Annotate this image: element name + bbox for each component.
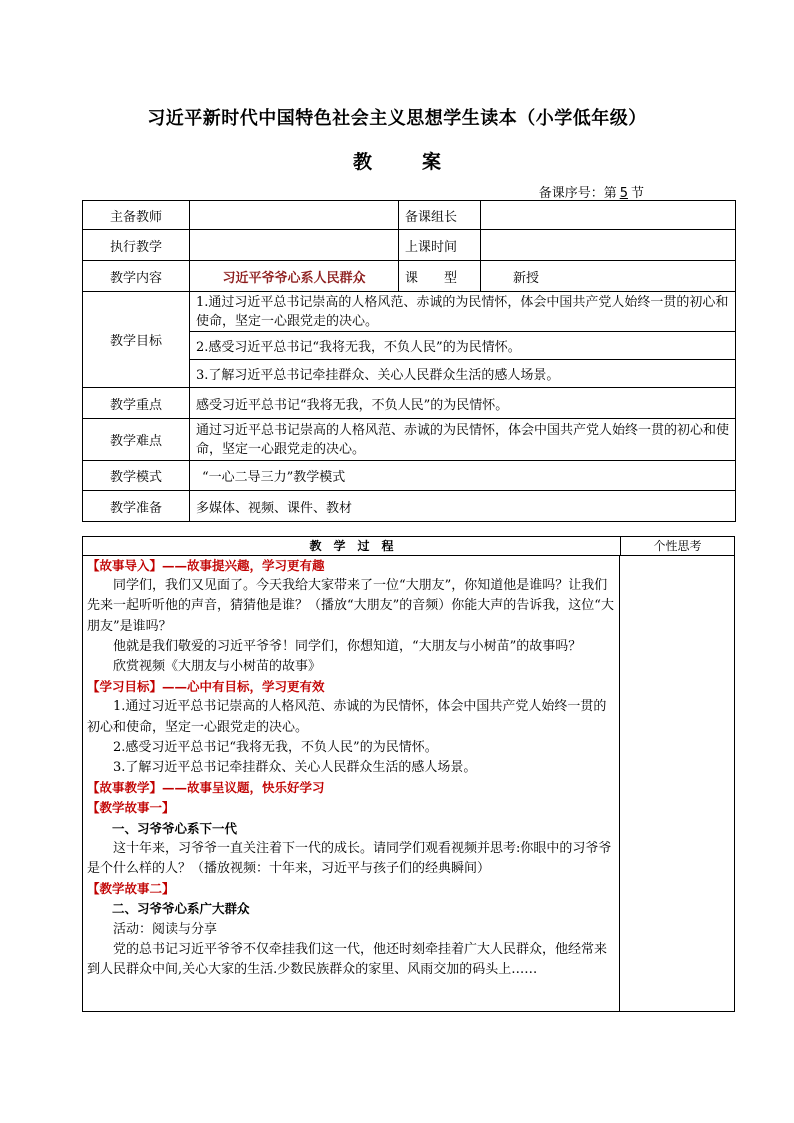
subtitle-char-2: 案 — [422, 151, 442, 173]
section-story-teaching: 【故事教学】——故事呈议题，快乐好学习 — [87, 780, 325, 796]
process-paragraph: 欣赏视频《大朋友与小树苗的故事》 — [113, 659, 322, 675]
process-goal-item: 3.了解习近平总书记牵挂群众、关心人民群众生活的感人场景。 — [113, 760, 477, 776]
goal-item-3: 3.了解习近平总书记牵挂群众、关心人民群众生活的感人场景。 — [190, 360, 736, 388]
process-paragraph: 活动：阅读与分享 — [113, 921, 218, 937]
lesson-type-label: 课 型 — [399, 261, 481, 292]
prep-label: 教学准备 — [83, 491, 190, 522]
group-leader-field[interactable] — [481, 201, 736, 230]
story-one-heading: 一、习爷爷心系下一代 — [112, 820, 238, 836]
difficulty-value: 通过习近平总书记崇高的人格风范、赤诚的为民情怀，体会中国共产党人始终一贯的初心和使命，坚定一心跟党走的决心。 — [190, 419, 736, 461]
group-leader-label: 备课组长 — [399, 201, 481, 230]
story-two-heading: 二、习爷爷心系广大群众 — [112, 901, 250, 917]
teaching-process-table — [82, 536, 735, 1012]
prep-value: 多媒体、视频、课件、教材 — [190, 491, 736, 522]
section-learning-goals: 【学习目标】——心中有目标，学习更有效 — [87, 679, 325, 695]
process-header-main: 教 学 过 程 — [83, 537, 621, 555]
class-time-label: 上课时间 — [399, 230, 481, 261]
section-story-intro: 【故事导入】——故事提兴趣，学习更有趣 — [87, 558, 325, 573]
goal-item-2: 2.感受习近平总书记“我将无我，不负人民”的为民情怀。 — [190, 332, 736, 360]
main-teacher-label: 主备教师 — [83, 201, 190, 230]
goal-item-1: 1.通过习近平总书记崇高的人格风范、赤诚的为民情怀，体会中国共产党人始终一贯的初心和使命，坚定一心跟党走的决心。 — [190, 292, 736, 332]
serial-number: 5 — [619, 186, 628, 201]
section-story-one: 【教学故事一】 — [87, 800, 175, 816]
process-header-side: 个性思考 — [653, 539, 702, 553]
class-time-field[interactable] — [481, 230, 736, 261]
exec-teaching-label: 执行教学 — [83, 230, 190, 261]
main-teacher-field[interactable] — [190, 201, 399, 230]
process-goal-item: 2.感受习近平总书记“我将无我，不负人民”的为民情怀。 — [113, 739, 438, 755]
exec-teaching-field[interactable] — [190, 230, 399, 261]
section-story-two: 【教学故事二】 — [87, 881, 175, 897]
process-paragraph: 他就是我们敬爱的习近平爷爷！同学们，你想知道，“大朋友与小树苗”的故事吗？ — [113, 638, 582, 654]
document-subtitle — [0, 147, 794, 174]
process-header — [83, 537, 734, 556]
mode-value: “一心二导三力”教学模式 — [190, 461, 736, 491]
process-paragraph: 这十年来，习爷爷一直关注着下一代的成长。请同学们观看视频并思考:你眼中的习爷爷是个什么样的人？（播放视频：十年来，习近平与孩子们的经典瞬间） — [87, 840, 612, 877]
process-paragraph: 党的总书记习近平爷爷不仅牵挂我们这一代，他还时刻牵挂着广大人民群众，他经常来到人民群众中间,关心大家的生活.少数民族群众的家里、风雨交加的码头上…… — [87, 941, 608, 978]
lesson-serial: 备课序号：第 5 节 — [538, 186, 644, 201]
document-title: 习近平新时代中国特色社会主义思想学生读本（小学低年级） — [147, 108, 647, 129]
difficulty-label: 教学难点 — [83, 419, 190, 461]
key-point-label: 教学重点 — [83, 388, 190, 419]
process-goal-item: 1.通过习近平总书记崇高的人格风范、赤诚的为民情怀，体会中国共产党人始终一贯的初心和使命，坚定一心跟党走的决心。 — [87, 699, 607, 735]
lesson-type-value: 新授 — [481, 261, 736, 292]
goals-label: 教学目标 — [83, 292, 190, 388]
lesson-info-table — [82, 200, 736, 522]
subtitle-char-1: 教 — [352, 151, 372, 173]
mode-label: 教学模式 — [83, 461, 190, 491]
process-body — [83, 556, 620, 1011]
content-label: 教学内容 — [83, 261, 190, 292]
process-paragraph: 同学们，我们又见面了。今天我给大家带来了一位“大朋友”，你知道他是谁吗？让我们先来一起听听他的声音，猜猜他是谁？（播放“大朋友”的音频）你能大声的告诉我，这位“大朋友”是谁吗？ — [87, 578, 614, 634]
content-value: 习近平爷爷心系人民群众 — [190, 261, 399, 292]
key-point-value: 感受习近平总书记“我将无我，不负人民”的为民情怀。 — [190, 388, 736, 419]
